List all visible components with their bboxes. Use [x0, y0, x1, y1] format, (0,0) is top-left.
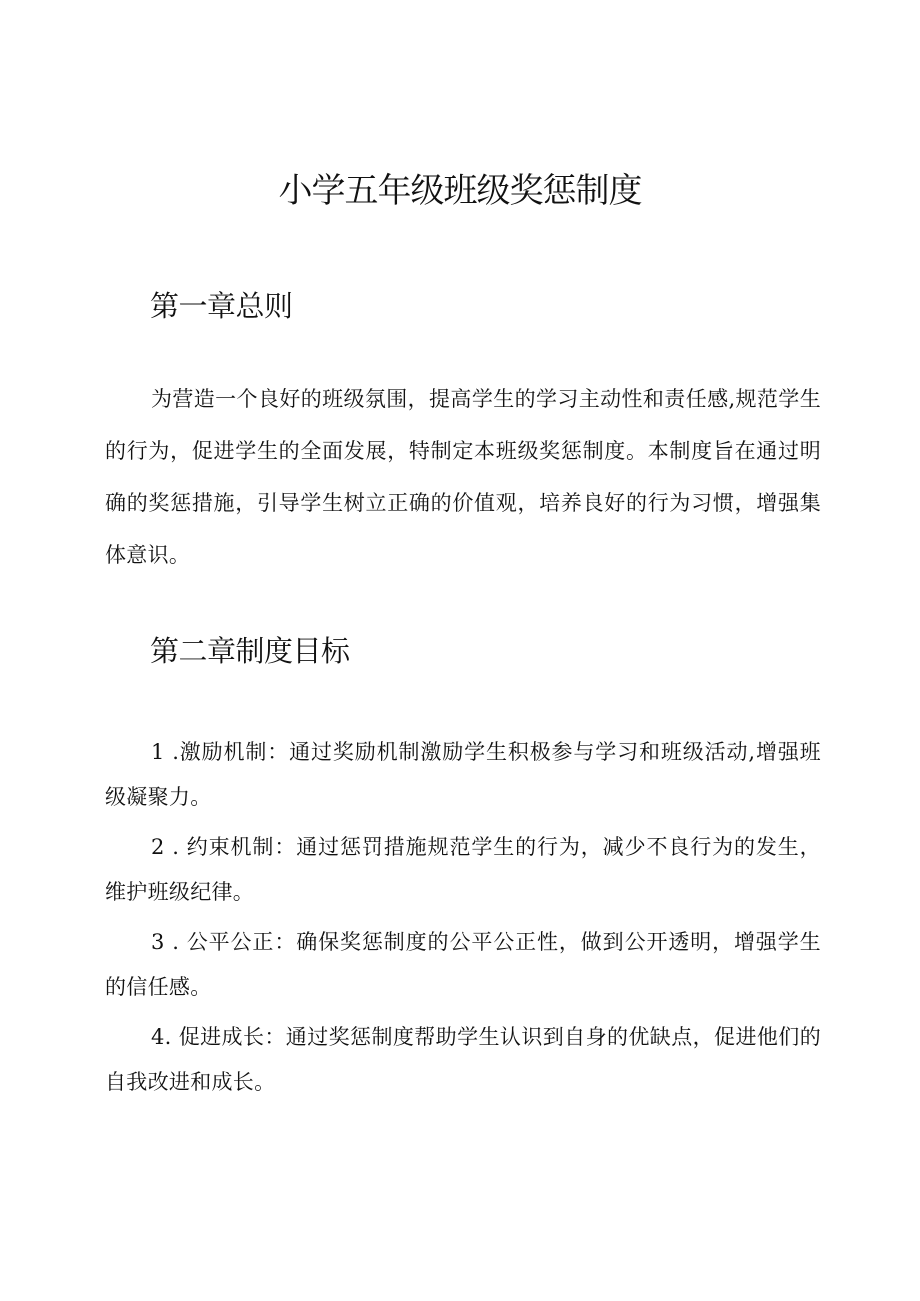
goal-item-3: 3 . 公平公正：确保奖惩制度的公平公正性，做到公开透明，增强学生的信任感。 [105, 930, 821, 999]
goal-item-4: 4. 促进成长：通过奖惩制度帮助学生认识到自身的优缺点，促进他们的自我改进和成长。 [105, 1025, 821, 1094]
chapter-1-paragraph: 为营造一个良好的班级氛围，提高学生的学习主动性和责任感,规范学生的行为，促进学生的全面发展，特制定本班级奖惩制度。本制度旨在通过明确的奖惩措施，引导学生树立正确的价值观，培养良好的行为习惯，增强集体意识。 [105, 387, 821, 567]
chapter-1-heading: 第一章总则 [150, 289, 293, 323]
chapter-2-heading: 第二章制度目标 [150, 634, 350, 668]
goal-item-1: 1 .激励机制：通过奖励机制激励学生积极参与学习和班级活动,增强班级凝聚力。 [105, 740, 821, 809]
document-title: 小学五年级班级奖惩制度 [278, 171, 642, 211]
goal-item-2: 2 . 约束机制：通过惩罚措施规范学生的行为，减少不良行为的发生，维护班级纪律。 [105, 835, 821, 904]
